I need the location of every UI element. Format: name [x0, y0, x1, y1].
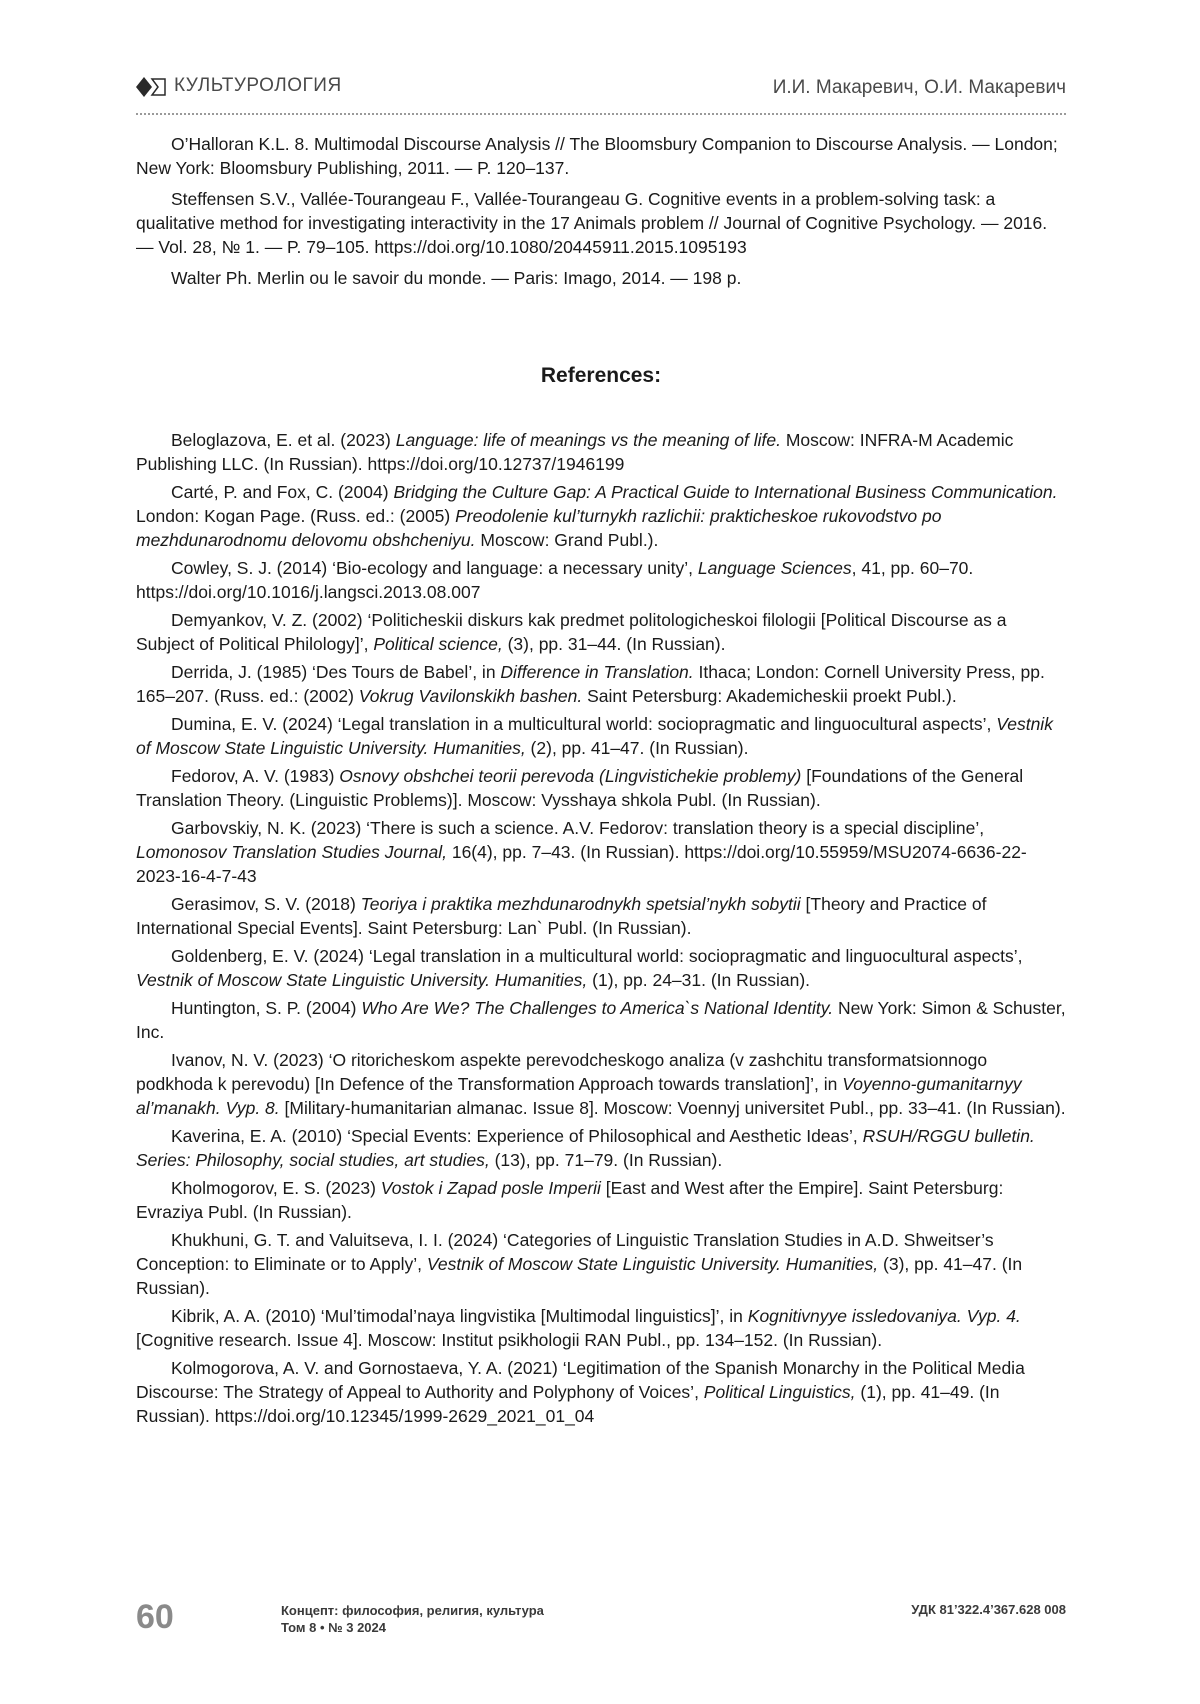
- reference-text: Cowley, S. J. (2014) ‘Bio-ecology and language: a necessary unity’,: [171, 558, 698, 578]
- reference-title: Lomonosov Translation Studies Journal,: [136, 842, 447, 862]
- reference-text: , 41, pp. 60–70. https://doi.org/10.1016/j.langsci.2013.08.007: [136, 558, 974, 602]
- reference-entry: [136, 764, 1066, 812]
- reference-title: Language Sciences: [697, 558, 852, 578]
- reference-text: Huntington, S. P. (2004): [171, 998, 362, 1018]
- reference-title: Preodolenie kul’turnykh razlichii: prakticheskoe rukovodstvo po mezhdunarodnomu delovomu obshcheniyu.: [136, 506, 942, 550]
- reference-title: Political Linguistics,: [703, 1382, 856, 1402]
- reference-text: Fedorov, A. V. (1983): [171, 766, 340, 786]
- reference-text: Goldenberg, E. V. (2024) ‘Legal translation in a multicultural world: sociopragmatic and linguocultural aspects’,: [171, 946, 1023, 966]
- reference-title: Osnovy obshchei teorii perevoda (Lingvistichekie problemy): [339, 766, 802, 786]
- bibliography-entry: Steffensen S.V., Vallée-Tourangeau F., Vallée-Tourangeau G. Cognitive events in a problem-solving task: a qualitative method for investigating interactivity in the 17 Animals problem // Journal of Cognitive Psychology. — 2016. — Vol. 28, № 1. — P. 79–105. https://doi.org/10.1080/20445911.2015.1095193: [136, 189, 1048, 257]
- reference-entry: [136, 480, 1066, 552]
- authors: И.И. Макаревич, О.И. Макаревич: [772, 77, 1066, 98]
- udk-code: УДК 81’322.4’367.628 008: [911, 1602, 1066, 1617]
- reference-entry: [136, 660, 1066, 708]
- journal-volume: Том 8 • № 3 2024: [281, 1620, 386, 1635]
- reference-entry: [136, 892, 1066, 940]
- reference-title: Vestnik of Moscow State Linguistic University. Humanities,: [136, 970, 588, 990]
- references-list: [136, 428, 1066, 1432]
- reference-title: RSUH/RGGU bulletin. Series: Philosophy, social studies, art studies,: [136, 1126, 1035, 1170]
- reference-text: Moscow: Grand Publ.).: [475, 530, 659, 550]
- reference-entry: [136, 1356, 1066, 1428]
- reference-text: Kolmogorova, A. V. and Gornostaeva, Y. A. (2021) ‘Legitimation of the Spanish Monarchy in the Political Media Discourse: The Strategy of Appeal to Authority and Polyphony of Voices’,: [136, 1358, 1025, 1402]
- bibliography-entry: Walter Ph. Merlin ou le savoir du monde. — Paris: Imago, 2014. — 198 p.: [171, 268, 742, 288]
- reference-entry: [136, 1048, 1066, 1120]
- page-number: 60: [136, 1598, 174, 1636]
- reference-text: [Cognitive research. Issue 4]. Moscow: Institut psikhologii RAN Publ., pp. 134–152. (In Russian).: [136, 1330, 883, 1350]
- reference-entry: [136, 996, 1066, 1044]
- reference-entry: [136, 428, 1066, 476]
- reference-text: Khukhuni, G. T. and Valuitseva, I. I. (2024) ‘Categories of Linguistic Translation Studies in A.D. Shweitser’s Conception: to Eliminate or to Apply’,: [136, 1230, 994, 1274]
- reference-text: Garbovskiy, N. K. (2023) ‘There is such a science. A.V. Fedorov: translation theory is a special discipline’,: [171, 818, 985, 838]
- reference-entry: [136, 944, 1066, 992]
- journal-info: [281, 1602, 544, 1636]
- reference-title: Political science,: [373, 634, 503, 654]
- reference-text: [Theory and Practice of International Special Events]. Saint Petersburg: Lan` Publ. (In Russian).: [136, 894, 987, 938]
- reference-text: Ithaca; London: Cornell University Press, pp. 165–207. (Russ. ed.: (2002): [136, 662, 1045, 706]
- reference-text: (3), pp. 31–44. (In Russian).: [502, 634, 726, 654]
- reference-title: Language: life of meanings vs the meaning of life.: [395, 430, 781, 450]
- reference-text: 16(4), pp. 7–43. (In Russian). https://doi.org/10.55959/MSU2074-6636-22-2023-16-4-7-43: [136, 842, 1027, 886]
- reference-title: Teoriya i praktika mezhdunarodnykh spetsial’nykh sobytii: [360, 894, 801, 914]
- reference-text: Gerasimov, S. V. (2018): [171, 894, 361, 914]
- header-divider: [136, 113, 1066, 115]
- reference-title: Kognitivnyye issledovaniya. Vyp. 4.: [747, 1306, 1021, 1326]
- reference-text: Carté, P. and Fox, C. (2004): [171, 482, 394, 502]
- reference-entry: [136, 556, 1066, 604]
- reference-text: (1), pp. 41–49. (In Russian). https://doi.org/10.12345/1999-2629_2021_01_04: [136, 1382, 1000, 1426]
- reference-text: Kibrik, A. A. (2010) ‘Mul’timodal’naya lingvistika [Multimodal linguistics]’, in: [171, 1306, 748, 1326]
- reference-text: [East and West after the Empire]. Saint Petersburg: Evraziya Publ. (In Russian).: [136, 1178, 1004, 1222]
- running-header: [136, 74, 1066, 102]
- reference-text: [Foundations of the General Translation Theory. (Linguistic Problems)]. Moscow: Vysshaya shkola Publ. (In Russian).: [136, 766, 1024, 810]
- reference-text: London: Kogan Page. (Russ. ed.: (2005): [136, 506, 456, 526]
- section-diamond-icon: [136, 77, 166, 97]
- reference-text: Kholmogorov, E. S. (2023): [171, 1178, 381, 1198]
- reference-text: Kaverina, E. A. (2010) ‘Special Events: Experience of Philosophical and Aesthetic Ideas’,: [171, 1126, 863, 1146]
- reference-text: Demyankov, V. Z. (2002) ‘Politicheskii diskurs kak predmet politologicheskoi filologii [Political Discourse as a Subject of Political Philology]’,: [136, 610, 1007, 654]
- reference-entry: [136, 816, 1066, 888]
- references-heading: References:: [540, 364, 662, 387]
- reference-text: Saint Petersburg: Akademicheskii proekt Publ.).: [582, 686, 957, 706]
- reference-title: Bridging the Culture Gap: A Practical Guide to International Business Communication.: [393, 482, 1058, 502]
- reference-text: New York: Simon & Schuster, Inc.: [136, 998, 1066, 1042]
- reference-entry: [136, 608, 1066, 656]
- reference-title: Who Are We? The Challenges to America`s National Identity.: [361, 998, 834, 1018]
- reference-text: (2), pp. 41–47. (In Russian).: [525, 738, 749, 758]
- reference-title: Difference in Translation.: [500, 662, 694, 682]
- reference-entry: [136, 1176, 1066, 1224]
- reference-text: Ivanov, N. V. (2023) ‘O ritoricheskom aspekte perevodcheskogo analiza (v zashchitu transformatsionnogo podkhoda k perevodu) [In Defence of the Transformation Approach towards translation]’, in: [136, 1050, 988, 1094]
- reference-entry: [136, 1228, 1066, 1300]
- reference-title: Vestnik of Moscow State Linguistic University. Humanities,: [426, 1254, 879, 1274]
- bibliography-entry: O’Halloran K.L. 8. Multimodal Discourse Analysis // The Bloomsbury Companion to Discourse Analysis. — London; New York: Bloomsbury Publishing, 2011. — P. 120–137.: [136, 134, 1058, 178]
- reference-text: (13), pp. 71–79. (In Russian).: [489, 1150, 723, 1170]
- journal-title: Концепт: философия, религия, культура: [281, 1603, 544, 1618]
- reference-title: Voyenno-gumanitarnyy al’manakh. Vyp. 8.: [136, 1074, 1022, 1118]
- bibliography-continued: [136, 132, 1066, 297]
- reference-title: Vestnik of Moscow State Linguistic University. Humanities,: [136, 714, 1053, 758]
- reference-text: Dumina, E. V. (2024) ‘Legal translation in a multicultural world: sociopragmatic and linguocultural aspects’,: [171, 714, 997, 734]
- reference-text: Moscow: INFRA-M Academic Publishing LLC. (In Russian). https://doi.org/10.12737/1946199: [136, 430, 1014, 474]
- reference-text: Beloglazova, E. et al. (2023): [171, 430, 396, 450]
- reference-entry: [136, 1124, 1066, 1172]
- reference-text: (1), pp. 24–31. (In Russian).: [587, 970, 811, 990]
- reference-entry: [136, 1304, 1066, 1352]
- reference-text: [Military-humanitarian almanac. Issue 8]. Moscow: Voennyj universitet Publ., pp. 33–41. (In Russian).: [279, 1098, 1066, 1118]
- page-footer: [136, 1596, 1066, 1646]
- reference-text: (3), pp. 41–47. (In Russian).: [136, 1254, 1023, 1298]
- reference-title: Vostok i Zapad posle Imperii: [380, 1178, 601, 1198]
- reference-title: Vokrug Vavilonskikh bashen.: [358, 686, 583, 706]
- reference-entry: [136, 712, 1066, 760]
- section-title: КУЛЬТУРОЛОГИЯ: [174, 75, 342, 96]
- reference-text: Derrida, J. (1985) ‘Des Tours de Babel’, in: [171, 662, 501, 682]
